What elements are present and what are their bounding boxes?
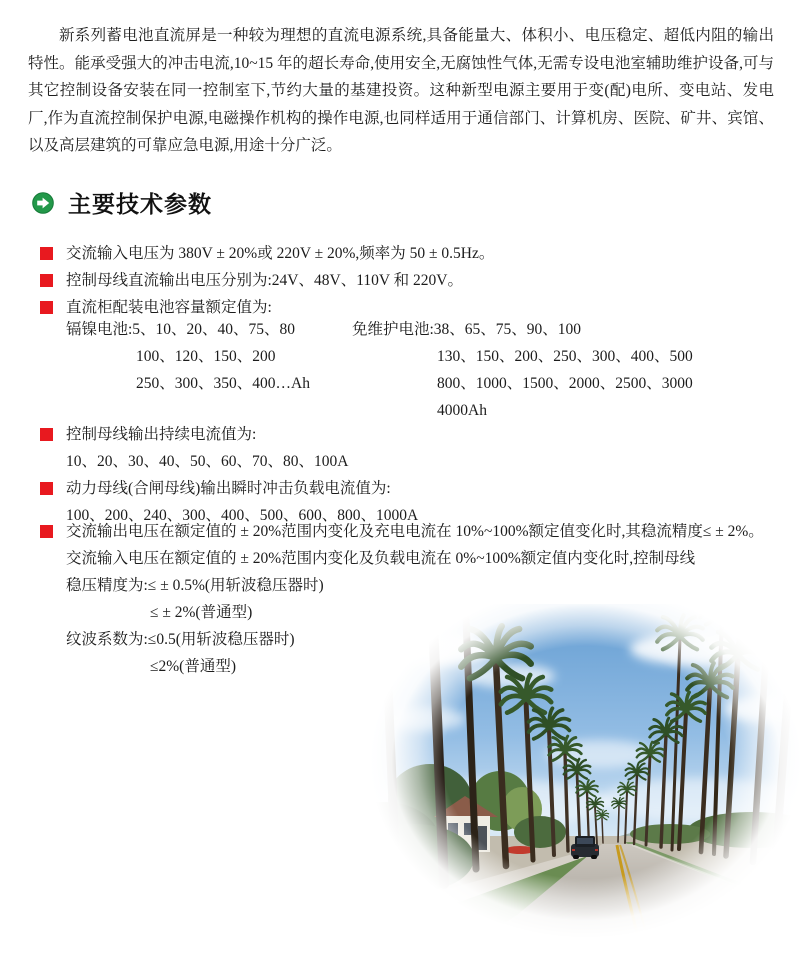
spec-item-6-line1: 交流输出电压在额定值的 ± 20%范围内变化及充电电流在 10%~100%额定值变化时,其稳流精度≤ ± 2%。 — [66, 523, 764, 540]
bullet-square-icon — [40, 525, 53, 538]
spec-item-3-label: 直流柜配装电池容量额定值为: — [66, 299, 272, 316]
spec-item-2: 控制母线直流输出电压分别为:24V、48V、110V 和 220V。 — [66, 272, 463, 289]
intro-paragraph: 新系列蓄电池直流屏是一种较为理想的直流电源系统,具备能量大、体积小、电压稳定、超低内阻的输出特性。能承受强大的冲击电流,10~15 年的超长寿命,使用安全,无腐蚀性气体,无需专设电池室辅助维护设备,可与其它控制设备安装在同一控制室下,节约大量的基建投资。这种新型电源主要用于变(配)电所、变电站、发电厂,作为直流控制保护电源,电磁操作机构的操作电源,也同样适用于通信部门、计算机房、医院、矿井、宾馆、以及高层建筑的可靠应急电源,用途十分广泛。 — [28, 27, 774, 155]
spec-item-4-label: 控制母线输出持续电流值为: — [66, 426, 257, 443]
palm-street-photo — [370, 604, 800, 956]
bullet-square-icon — [40, 428, 53, 441]
spec-item-5-values: 100、200、240、300、400、500、600、800、1000A — [66, 507, 419, 524]
spec-item-4-values: 10、20、30、40、50、60、70、80、100A — [66, 453, 349, 470]
section-title: 主要技术参数 — [68, 191, 212, 217]
battery-nicd-row1: 镉镍电池:5、10、20、40、75、80 — [66, 321, 296, 338]
spec-item-6-line2: 交流输入电压在额定值的 ± 20%范围内变化及负载电流在 0%~100%额定值内变化时,控制母线 — [66, 550, 696, 567]
battery-mf-row2: 130、150、200、250、300、400、500 — [437, 348, 693, 365]
section-header — [32, 186, 212, 219]
spec-item-6-line6: ≤2%(普通型) — [150, 658, 236, 675]
bullet-square-icon — [40, 247, 53, 260]
battery-nicd-row2: 100、120、150、200 — [136, 348, 276, 365]
battery-mf-row4: 4000Ah — [437, 402, 487, 419]
spec-item-6-line5: 纹波系数为:≤0.5(用斩波稳压器时) — [66, 631, 295, 648]
bullet-square-icon — [40, 301, 53, 314]
spec-item-5-label: 动力母线(合闸母线)输出瞬时冲击负载电流值为: — [66, 480, 391, 497]
spec-item-6-line4: ≤ ± 2%(普通型) — [150, 604, 253, 621]
bullet-square-icon — [40, 482, 53, 495]
green-arrow-icon — [32, 192, 54, 214]
battery-mf-row3: 800、1000、1500、2000、2500、3000 — [437, 375, 693, 392]
battery-nicd-row3: 250、300、350、400…Ah — [136, 375, 310, 392]
battery-mf-row1: 免维护电池:38、65、75、90、100 — [352, 321, 582, 338]
spec-item-1: 交流输入电压为 380V ± 20%或 220V ± 20%,频率为 50 ± 0.5Hz。 — [66, 245, 495, 262]
bullet-square-icon — [40, 274, 53, 287]
spec-item-6-line3: 稳压精度为:≤ ± 0.5%(用斩波稳压器时) — [66, 577, 324, 594]
